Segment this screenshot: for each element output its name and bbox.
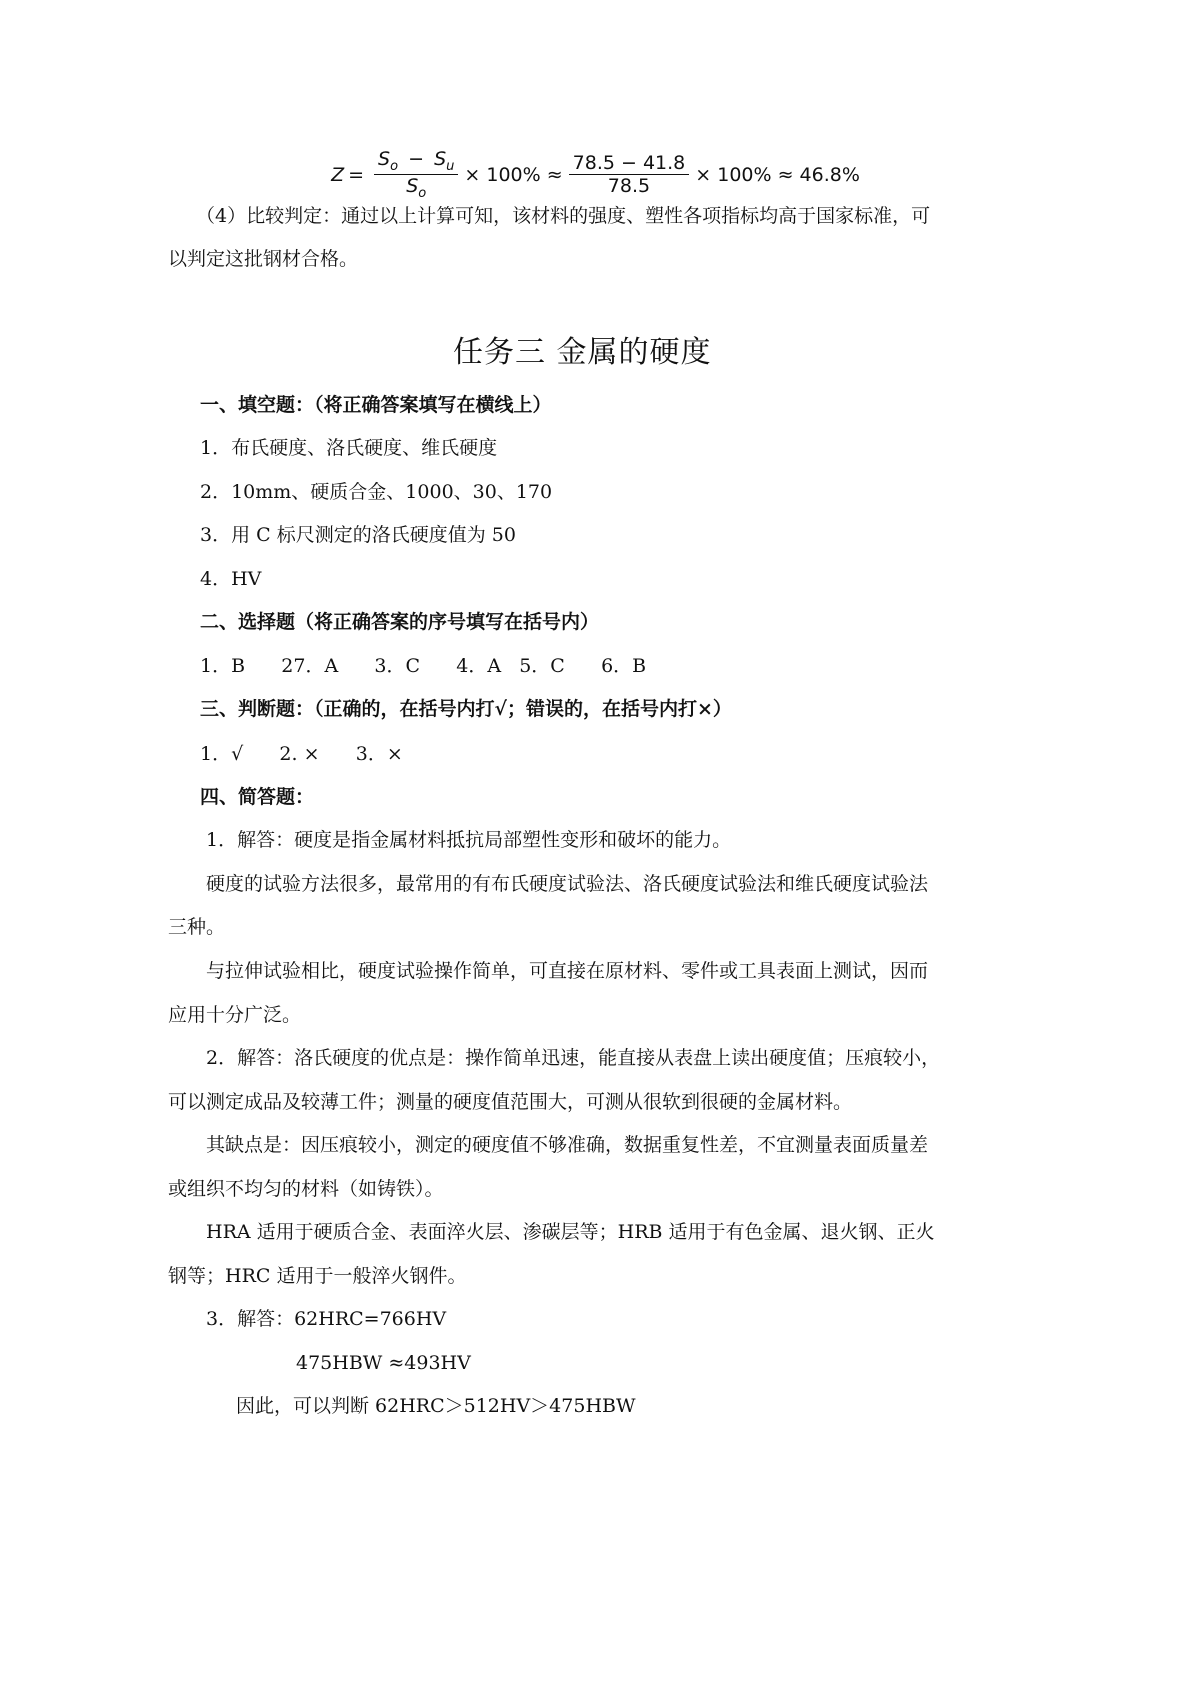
symbol-s: S: [406, 175, 419, 198]
symbol-s: S: [378, 148, 391, 170]
formula-equals: =: [348, 163, 365, 186]
section-heading-fill-blank: 一、填空题：（将正确答案填写在横线上）: [200, 394, 552, 416]
fraction-denominator: 78.5: [607, 175, 651, 198]
answer-line: 3．解答：62HRC=766HV: [206, 1308, 447, 1330]
answer-line: 因此，可以判断 62HRC＞512HV＞475HBW: [236, 1395, 636, 1417]
conclusion-line-2: 以判定这批钢材合格。: [168, 248, 359, 270]
answer-line: 475HBW ≈493HV: [296, 1352, 471, 1374]
answer-line: 硬度的试验方法很多，最常用的有布氏硬度试验法、洛氏硬度试验法和维氏硬度试验法: [206, 873, 929, 895]
list-item: 1．布氏硬度、洛氏硬度、维氏硬度: [200, 437, 498, 459]
fraction-numerator: [374, 148, 458, 175]
formula-fraction-numeric: [569, 152, 690, 199]
answer-line: 三种。: [168, 916, 226, 938]
answer-line: 与拉伸试验相比，硬度试验操作简单，可直接在原材料、零件或工具表面上测试，因而: [206, 960, 929, 982]
subscript-o: o: [418, 186, 427, 202]
answer-line: 或组织不均匀的材料（如铸铁）。: [168, 1178, 444, 1200]
section-heading-multiple-choice: 二、选择题（将正确答案的序号填写在括号内）: [200, 611, 600, 633]
conclusion-line-1: （4）比较判定：通过以上计算可知，该材料的强度、塑性各项指标均高于国家标准，可: [196, 205, 931, 227]
reduction-of-area-formula: [0, 148, 1191, 202]
answer-line: 2．解答：洛氏硬度的优点是：操作简单迅速，能直接从表盘上读出硬度值；压痕较小，: [206, 1047, 941, 1069]
answer-line: HRA 适用于硬质合金、表面淬火层、渗碳层等；HRB 适用于有色金属、退火钢、正火: [206, 1221, 935, 1243]
section-heading-short-answer: 四、简答题：: [200, 786, 315, 808]
fraction-numerator: 78.5 − 41.8: [569, 152, 690, 176]
choice-answers: 1．B 27．A 3．C 4．A 5．C 6．B: [200, 655, 647, 677]
fraction-denominator: [402, 175, 430, 201]
symbol-s: S: [434, 148, 447, 170]
true-false-answers: 1．√ 2. × 3．×: [200, 743, 403, 765]
list-item: 3．用 C 标尺测定的洛氏硬度值为 50: [200, 524, 516, 546]
list-item: 2．10mm、硬质合金、1000、30、170: [200, 481, 553, 503]
formula-result: × 100% ≈ 46.8%: [695, 163, 860, 186]
subscript-u: u: [446, 158, 455, 174]
formula-times-percent: × 100% ≈: [464, 163, 563, 186]
formula-fraction-symbolic: [374, 148, 458, 202]
minus-sign: −: [408, 148, 425, 170]
answer-line: 应用十分广泛。: [168, 1004, 302, 1026]
answer-line: 可以测定成品及较薄工件；测量的硬度值范围大，可测从很软到很硬的金属材料。: [168, 1091, 853, 1113]
list-item: 4．HV: [200, 568, 262, 590]
formula-lhs-var: Z: [331, 163, 345, 186]
answer-line: 1．解答：硬度是指金属材料抵抗局部塑性变形和破坏的能力。: [206, 829, 732, 851]
subscript-o: o: [390, 158, 399, 174]
answer-line: 其缺点是：因压痕较小，测定的硬度值不够准确，数据重复性差，不宜测量表面质量差: [206, 1134, 929, 1156]
answer-line: 钢等；HRC 适用于一般淬火钢件。: [168, 1265, 467, 1287]
task-title: 任务三 金属的硬度: [453, 335, 712, 370]
section-heading-true-false: 三、判断题：（正确的，在括号内打√；错误的，在括号内打×）: [200, 698, 732, 720]
